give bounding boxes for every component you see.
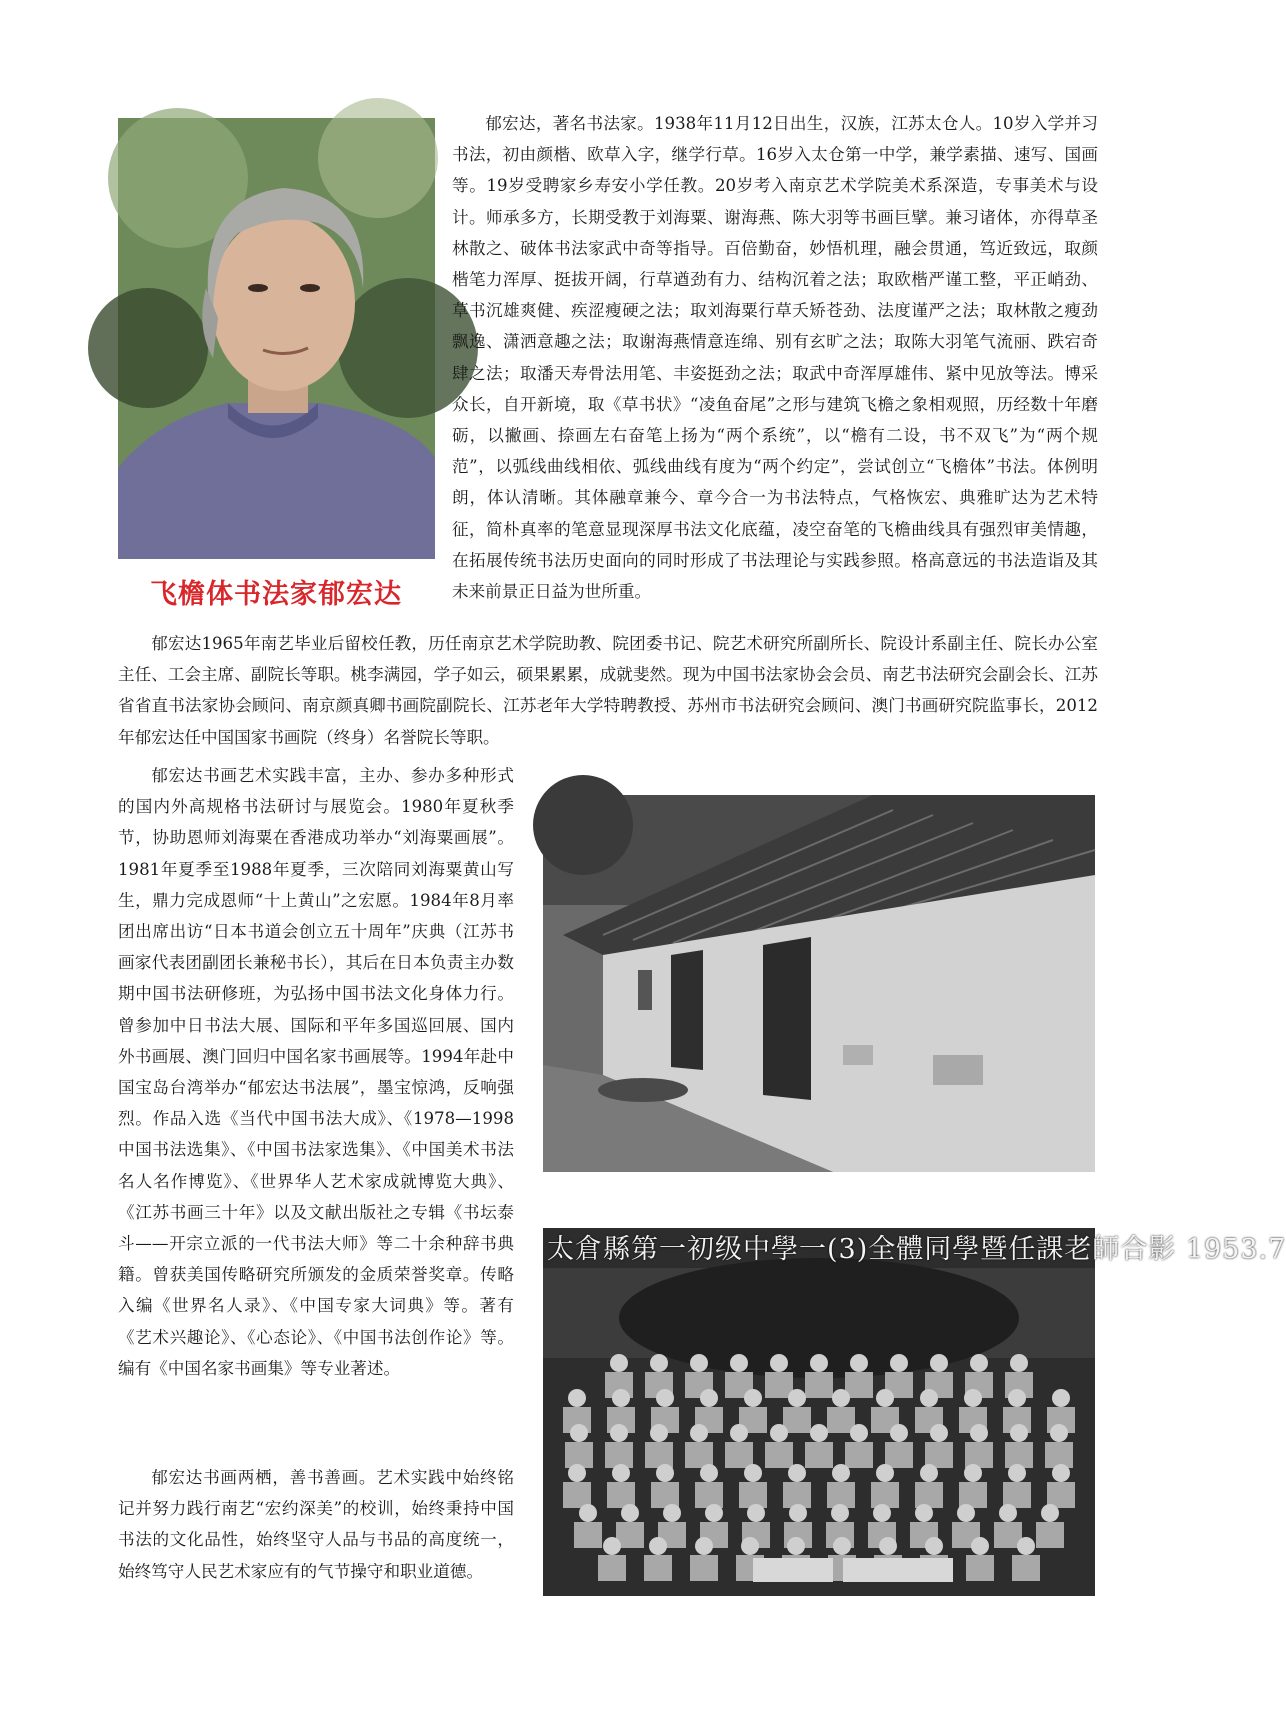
person-figure bbox=[621, 1504, 639, 1522]
class-photo-banner: 太倉縣第一初级中學一(3)全體同學暨任課老師合影 1953.7 bbox=[547, 1234, 1286, 1265]
person-figure bbox=[970, 1424, 988, 1442]
person-figure bbox=[1041, 1504, 1059, 1522]
person-figure bbox=[850, 1424, 868, 1442]
person-figure bbox=[930, 1424, 948, 1442]
person-figure bbox=[845, 1372, 873, 1398]
person-figure bbox=[1008, 1464, 1026, 1482]
person-figure bbox=[999, 1504, 1017, 1522]
person-figure bbox=[610, 1424, 628, 1442]
person-figure bbox=[730, 1424, 748, 1442]
person-figure bbox=[644, 1555, 672, 1581]
person-figure bbox=[915, 1482, 943, 1508]
person-figure bbox=[810, 1424, 828, 1442]
person-figure bbox=[890, 1354, 908, 1372]
person-figure bbox=[957, 1504, 975, 1522]
person-figure bbox=[770, 1354, 788, 1372]
person-figure bbox=[744, 1464, 762, 1482]
person-figure bbox=[612, 1389, 630, 1407]
person-figure bbox=[765, 1372, 793, 1398]
person-figure bbox=[700, 1464, 718, 1482]
person-figure bbox=[876, 1389, 894, 1407]
person-figure bbox=[966, 1555, 994, 1581]
person-figure bbox=[725, 1442, 753, 1468]
person-figure bbox=[915, 1504, 933, 1522]
person-figure bbox=[833, 1537, 851, 1555]
person-figure bbox=[925, 1537, 943, 1555]
person-figure bbox=[876, 1464, 894, 1482]
person-figure bbox=[770, 1424, 788, 1442]
person-figure bbox=[871, 1482, 899, 1508]
person-figure bbox=[747, 1504, 765, 1522]
portrait-caption: 飞檐体书法家郁宏达 bbox=[150, 579, 402, 610]
person-figure bbox=[1005, 1442, 1033, 1468]
person-figure bbox=[656, 1389, 674, 1407]
person-figure bbox=[645, 1442, 673, 1468]
person-figure bbox=[920, 1464, 938, 1482]
person-figure bbox=[741, 1537, 759, 1555]
person-figure bbox=[598, 1555, 626, 1581]
old-house-photo bbox=[543, 795, 1095, 1172]
person-figure bbox=[788, 1464, 806, 1482]
person-figure bbox=[739, 1482, 767, 1508]
class-photo-illustration bbox=[543, 1228, 1095, 1596]
person-figure bbox=[605, 1442, 633, 1468]
person-figure bbox=[579, 1504, 597, 1522]
person-figure bbox=[1010, 1424, 1028, 1442]
person-figure bbox=[832, 1389, 850, 1407]
person-figure bbox=[783, 1407, 811, 1433]
person-figure bbox=[565, 1442, 593, 1468]
person-figure bbox=[649, 1537, 667, 1555]
person-figure bbox=[1036, 1522, 1064, 1548]
person-figure bbox=[568, 1389, 586, 1407]
person-figure bbox=[1045, 1442, 1073, 1468]
person-figure bbox=[789, 1504, 807, 1522]
person-figure bbox=[663, 1504, 681, 1522]
person-figure bbox=[612, 1464, 630, 1482]
paragraph-activities: 郁宏达书画艺术实践丰富，主办、参办多种形式的国内外高规格书法研讨与展览会。1980年夏秋季节，协助恩师刘海粟在香港成功举办“刘海粟画展”。1981年夏季至1988年夏季，三次陪同刘海粟黄山写生，鼎力完成恩师“十上黄山”之宏愿。1984年8月率团出席出访“日本书道会创立五十周年”庆典（江苏书画家代表团副团长兼秘书长），其后在日本负责主办数期中国书法研修班，为弘扬中国书法文化身体力行。曾参加中日书法大展、国际和平年多国巡回展、国内外书画展、澳门回归中国名家书画展等。1994年赴中国宝岛台湾举办“郁宏达书法展”，墨宝惊鸿，反响强烈。作品入选《当代中国书法大成》、《1978—1998中国书法选集》、《中国书法家选集》、《中国美术书法名人名作博览》、《世界华人艺术家成就博览大典》、《江苏书画三十年》以及文献出版社之专辑《书坛泰斗——开宗立派的一代书法大师》等二十余种辞书典籍。曾获美国传略研究所颁发的金质荣誉奖章。传略入编《世界名人录》、《中国专家大词典》等。著有《艺术兴趣论》、《心态论》、《中国书法创作论》等。编有《中国名家书画集》等专业著述。 bbox=[118, 766, 514, 1378]
person-figure bbox=[705, 1504, 723, 1522]
portrait-illustration bbox=[118, 118, 435, 559]
person-figure bbox=[656, 1464, 674, 1482]
person-figure bbox=[964, 1389, 982, 1407]
person-figure bbox=[879, 1537, 897, 1555]
person-figure bbox=[1012, 1555, 1040, 1581]
person-figure bbox=[730, 1354, 748, 1372]
person-figure bbox=[970, 1354, 988, 1372]
old-house-illustration bbox=[543, 795, 1095, 1172]
person-figure bbox=[650, 1354, 668, 1372]
person-figure bbox=[787, 1537, 805, 1555]
paragraph-intro: 郁宏达，著名书法家。1938年11月12日出生，汉族，江苏太仓人。10岁入学并习书法，初由颜楷、欧草入字，继学行草。16岁入太仓第一中学，兼学素描、速写、国画等。19岁受聘家乡寿安小学任教。20岁考入南京艺术学院美术系深造，专事美术与设计。师承多方，长期受教于刘海粟、谢海燕、陈大羽等书画巨擘。兼习诸体，亦得草圣林散之、破体书法家武中奇等指导。百倍勤奋，妙悟机理，融会贯通，笃近致远，取颜楷笔力浑厚、挺拔开阔，行草遒劲有力、结构沉着之法；取欧楷严谨工整，平正峭劲、草书沉雄爽健、疾涩瘦硬之法；取刘海粟行草夭矫苍劲、法度谨严之法；取林散之瘦劲飘逸、潇洒意趣之法；取谢海燕情意连绵、别有玄旷之法；取陈大羽笔气流丽、跌宕奇肆之法；取潘天寿骨法用笔、丰姿挺劲之法；取武中奇浑厚雄伟、紧中见放等法。博采众长，自开新境，取《草书状》“凌鱼奋尾”之形与建筑飞檐之象相观照，历经数十年磨砺，以撇画、捺画左右奋笔上扬为“两个系统”，以“檐有二设，书不双飞”为“两个规范”，以弧线曲线相依、弧线曲线有度为“两个约定”，尝试创立“飞檐体”书法。体例明朗，体认清晰。其体融章兼今、章今合一为书法特点，气格恢宏、典雅旷达为艺术特征，简朴真率的笔意显现深厚书法文化底蕴，凌空奋笔的飞檐曲线具有强烈审美情趣，在拓展传统书法历史面向的同时形成了书法理论与实践参照。格高意远的书法造诣及其未来前景正日益为世所重。 bbox=[452, 114, 1098, 602]
person-figure bbox=[890, 1424, 908, 1442]
person-figure bbox=[568, 1464, 586, 1482]
person-figure bbox=[885, 1442, 913, 1468]
person-figure bbox=[873, 1504, 891, 1522]
person-figure bbox=[1052, 1464, 1070, 1482]
person-figure bbox=[959, 1482, 987, 1508]
person-figure bbox=[805, 1442, 833, 1468]
person-figure bbox=[827, 1407, 855, 1433]
person-figure bbox=[1008, 1389, 1026, 1407]
person-figure bbox=[744, 1389, 762, 1407]
person-figure bbox=[831, 1504, 849, 1522]
person-figure bbox=[850, 1354, 868, 1372]
person-figure bbox=[1017, 1537, 1035, 1555]
paragraph-ethics: 郁宏达书画两栖，善书善画。艺术实践中始终铭记并努力践行南艺“宏约深美”的校训，始终秉持中国书法的文化品性，始终坚守人品与书品的高度统一，始终笃守人民艺术家应有的气节操守和职业道德。 bbox=[118, 1468, 514, 1581]
person-figure bbox=[965, 1442, 993, 1468]
person-figure bbox=[695, 1482, 723, 1508]
person-figure bbox=[690, 1424, 708, 1442]
person-figure bbox=[700, 1389, 718, 1407]
person-figure bbox=[788, 1389, 806, 1407]
person-figure bbox=[610, 1354, 628, 1372]
person-figure bbox=[810, 1354, 828, 1372]
person-figure bbox=[690, 1555, 718, 1581]
person-figure bbox=[930, 1354, 948, 1372]
portrait-photo bbox=[118, 118, 435, 559]
person-figure bbox=[971, 1537, 989, 1555]
person-figure bbox=[574, 1522, 602, 1548]
person-figure bbox=[1010, 1354, 1028, 1372]
person-figure bbox=[690, 1354, 708, 1372]
person-figure bbox=[603, 1537, 621, 1555]
person-figure bbox=[964, 1464, 982, 1482]
person-figure bbox=[695, 1537, 713, 1555]
person-figure bbox=[1052, 1389, 1070, 1407]
person-figure bbox=[920, 1389, 938, 1407]
class-photo bbox=[543, 1228, 1286, 1596]
paragraph-career: 郁宏达1965年南艺毕业后留校任教，历任南京艺术学院助教、院团委书记、院艺术研究所副所长、院设计系副主任、院长办公室主任、工会主席、副院长等职。桃李满园，学子如云，硕果累累，成就斐然。现为中国书法家协会会员、南艺书法研究会副会长、江苏省省直书法家协会顾问、南京颜真卿书画院副院长、江苏老年大学特聘教授、苏州市书法研究会顾问、澳门书画研究院监事长，2012年郁宏达任中国国家书画院（终身）名誉院长等职。 bbox=[118, 634, 1098, 747]
person-figure bbox=[570, 1424, 588, 1442]
person-figure bbox=[832, 1464, 850, 1482]
person-figure bbox=[845, 1442, 873, 1468]
person-figure bbox=[650, 1424, 668, 1442]
person-figure bbox=[765, 1442, 793, 1468]
person-figure bbox=[1050, 1424, 1068, 1442]
person-figure bbox=[805, 1372, 833, 1398]
person-figure bbox=[651, 1482, 679, 1508]
